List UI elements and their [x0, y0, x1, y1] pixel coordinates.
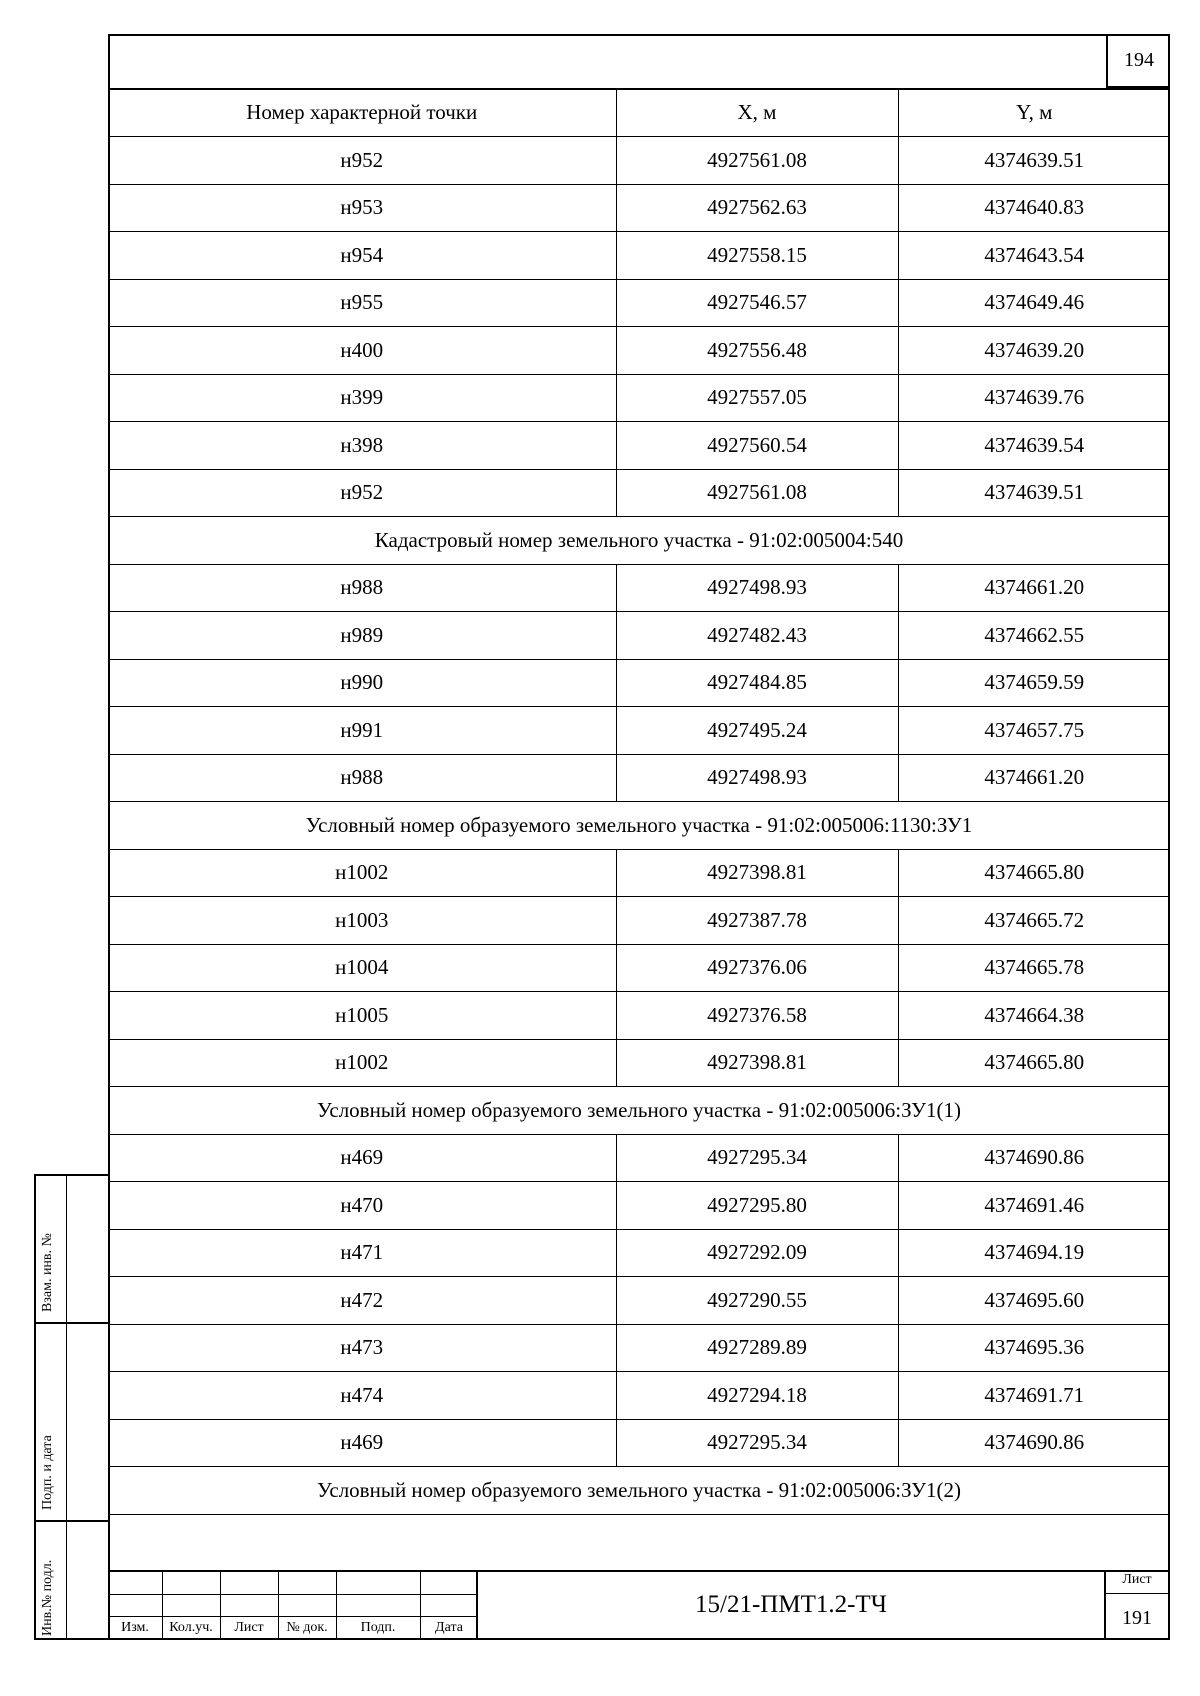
x-coordinate: 4927556.48	[616, 327, 898, 375]
table-row	[108, 707, 1170, 755]
x-coordinate: 4927376.06	[616, 944, 898, 992]
x-coordinate: 4927561.08	[616, 469, 898, 517]
header-x: X, м	[616, 89, 898, 137]
point-id: н400	[108, 327, 616, 375]
section-row	[108, 1467, 1170, 1515]
side-divider	[66, 1174, 67, 1640]
stamp-ndok: № док.	[286, 1620, 328, 1635]
table-row	[108, 944, 1170, 992]
table-header-row	[108, 89, 1170, 137]
page-number: 194	[1106, 34, 1170, 88]
section-row	[108, 1087, 1170, 1135]
x-coordinate: 4927561.08	[616, 137, 898, 185]
side-label-inv: Инв.№ подл.	[40, 1559, 55, 1636]
x-coordinate: 4927557.05	[616, 374, 898, 422]
x-coordinate: 4927562.63	[616, 184, 898, 232]
table-row	[108, 1039, 1170, 1087]
section-title: Условный номер образуемого земельного участка - 91:02:005006:ЗУ1(1)	[108, 1087, 1170, 1135]
table-row	[108, 184, 1170, 232]
x-coordinate: 4927295.34	[616, 1134, 898, 1182]
point-id: н399	[108, 374, 616, 422]
empty-cell	[108, 1514, 1170, 1561]
header-y: Y, м	[898, 89, 1170, 137]
point-id: н1004	[108, 944, 616, 992]
point-id: н955	[108, 279, 616, 327]
y-coordinate: 4374643.54	[898, 232, 1170, 280]
x-coordinate: 4927387.78	[616, 897, 898, 945]
table-row	[108, 1229, 1170, 1277]
sheet-label: Лист	[1104, 1572, 1170, 1594]
table-row	[108, 1419, 1170, 1467]
table-body	[108, 137, 1170, 1562]
table-row	[108, 1324, 1170, 1372]
table-row	[108, 137, 1170, 185]
x-coordinate: 4927294.18	[616, 1372, 898, 1420]
point-id: н474	[108, 1372, 616, 1420]
stamp-izm: Изм.	[121, 1620, 149, 1635]
y-coordinate: 4374639.20	[898, 327, 1170, 375]
y-coordinate: 4374639.51	[898, 137, 1170, 185]
point-id: н1003	[108, 897, 616, 945]
y-coordinate: 4374639.51	[898, 469, 1170, 517]
point-id: н952	[108, 469, 616, 517]
point-id: н988	[108, 564, 616, 612]
x-coordinate: 4927290.55	[616, 1277, 898, 1325]
y-coordinate: 4374665.78	[898, 944, 1170, 992]
table-row	[108, 422, 1170, 470]
y-coordinate: 4374639.76	[898, 374, 1170, 422]
x-coordinate: 4927292.09	[616, 1229, 898, 1277]
point-id: н470	[108, 1182, 616, 1230]
table-row	[108, 374, 1170, 422]
point-id: н954	[108, 232, 616, 280]
x-coordinate: 4927546.57	[616, 279, 898, 327]
y-coordinate: 4374691.71	[898, 1372, 1170, 1420]
point-id: н398	[108, 422, 616, 470]
x-coordinate: 4927558.15	[616, 232, 898, 280]
y-coordinate: 4374690.86	[898, 1419, 1170, 1467]
point-id: н1005	[108, 992, 616, 1040]
x-coordinate: 4927498.93	[616, 754, 898, 802]
y-coordinate: 4374665.72	[898, 897, 1170, 945]
y-coordinate: 4374640.83	[898, 184, 1170, 232]
y-coordinate: 4374695.36	[898, 1324, 1170, 1372]
table-row	[108, 612, 1170, 660]
y-coordinate: 4374665.80	[898, 849, 1170, 897]
side-label-podp: Подп. и дата	[40, 1435, 55, 1510]
sheet-number: 191	[1122, 1606, 1152, 1629]
point-id: н989	[108, 612, 616, 660]
y-coordinate: 4374664.38	[898, 992, 1170, 1040]
y-coordinate: 4374690.86	[898, 1134, 1170, 1182]
side-label-vzam: Взам. инв. №	[40, 1233, 55, 1312]
table-row	[108, 659, 1170, 707]
y-coordinate: 4374691.46	[898, 1182, 1170, 1230]
table-row	[108, 1182, 1170, 1230]
point-id: н469	[108, 1419, 616, 1467]
y-coordinate: 4374661.20	[898, 564, 1170, 612]
table-row	[108, 564, 1170, 612]
point-id: н952	[108, 137, 616, 185]
table-row	[108, 327, 1170, 375]
x-coordinate: 4927482.43	[616, 612, 898, 660]
document-code: 15/21-ПМТ1.2-ТЧ	[695, 1591, 887, 1618]
table-row	[108, 279, 1170, 327]
grid-line	[108, 1616, 478, 1617]
table-row	[108, 992, 1170, 1040]
empty-row	[108, 1514, 1170, 1561]
x-coordinate: 4927560.54	[616, 422, 898, 470]
x-coordinate: 4927498.93	[616, 564, 898, 612]
header-point: Номер характерной точки	[108, 89, 616, 137]
point-id: н471	[108, 1229, 616, 1277]
grid-line	[108, 1594, 478, 1595]
point-id: н1002	[108, 1039, 616, 1087]
section-title: Условный номер образуемого земельного участка - 91:02:005006:ЗУ1(2)	[108, 1467, 1170, 1515]
y-coordinate: 4374649.46	[898, 279, 1170, 327]
point-id: н1002	[108, 849, 616, 897]
table-row	[108, 897, 1170, 945]
x-coordinate: 4927495.24	[616, 707, 898, 755]
x-coordinate: 4927289.89	[616, 1324, 898, 1372]
point-id: н990	[108, 659, 616, 707]
point-id: н469	[108, 1134, 616, 1182]
stamp-data: Дата	[435, 1620, 463, 1635]
y-coordinate: 4374659.59	[898, 659, 1170, 707]
stamp-podp: Подп.	[360, 1620, 396, 1635]
point-id: н991	[108, 707, 616, 755]
y-coordinate: 4374665.80	[898, 1039, 1170, 1087]
side-divider	[34, 1520, 108, 1522]
table-row	[108, 849, 1170, 897]
y-coordinate: 4374639.54	[898, 422, 1170, 470]
y-coordinate: 4374694.19	[898, 1229, 1170, 1277]
table-row	[108, 232, 1170, 280]
point-id: н473	[108, 1324, 616, 1372]
y-coordinate: 4374662.55	[898, 612, 1170, 660]
table-row	[108, 1277, 1170, 1325]
y-coordinate: 4374661.20	[898, 754, 1170, 802]
table-row	[108, 1372, 1170, 1420]
y-coordinate: 4374695.60	[898, 1277, 1170, 1325]
section-row	[108, 517, 1170, 565]
x-coordinate: 4927398.81	[616, 849, 898, 897]
coordinates-table	[108, 89, 1170, 1561]
y-coordinate: 4374657.75	[898, 707, 1170, 755]
section-row	[108, 802, 1170, 850]
x-coordinate: 4927398.81	[616, 1039, 898, 1087]
stamp-kol: Кол.уч.	[169, 1620, 213, 1635]
side-divider	[34, 1322, 108, 1324]
table-row	[108, 469, 1170, 517]
point-id: н953	[108, 184, 616, 232]
point-id: н988	[108, 754, 616, 802]
stamp-list: Лист	[234, 1620, 264, 1635]
section-title: Кадастровый номер земельного участка - 91:02:005004:540	[108, 517, 1170, 565]
section-title: Условный номер образуемого земельного участка - 91:02:005006:1130:ЗУ1	[108, 802, 1170, 850]
x-coordinate: 4927295.80	[616, 1182, 898, 1230]
x-coordinate: 4927295.34	[616, 1419, 898, 1467]
table-row	[108, 754, 1170, 802]
x-coordinate: 4927376.58	[616, 992, 898, 1040]
point-id: н472	[108, 1277, 616, 1325]
x-coordinate: 4927484.85	[616, 659, 898, 707]
table-row	[108, 1134, 1170, 1182]
